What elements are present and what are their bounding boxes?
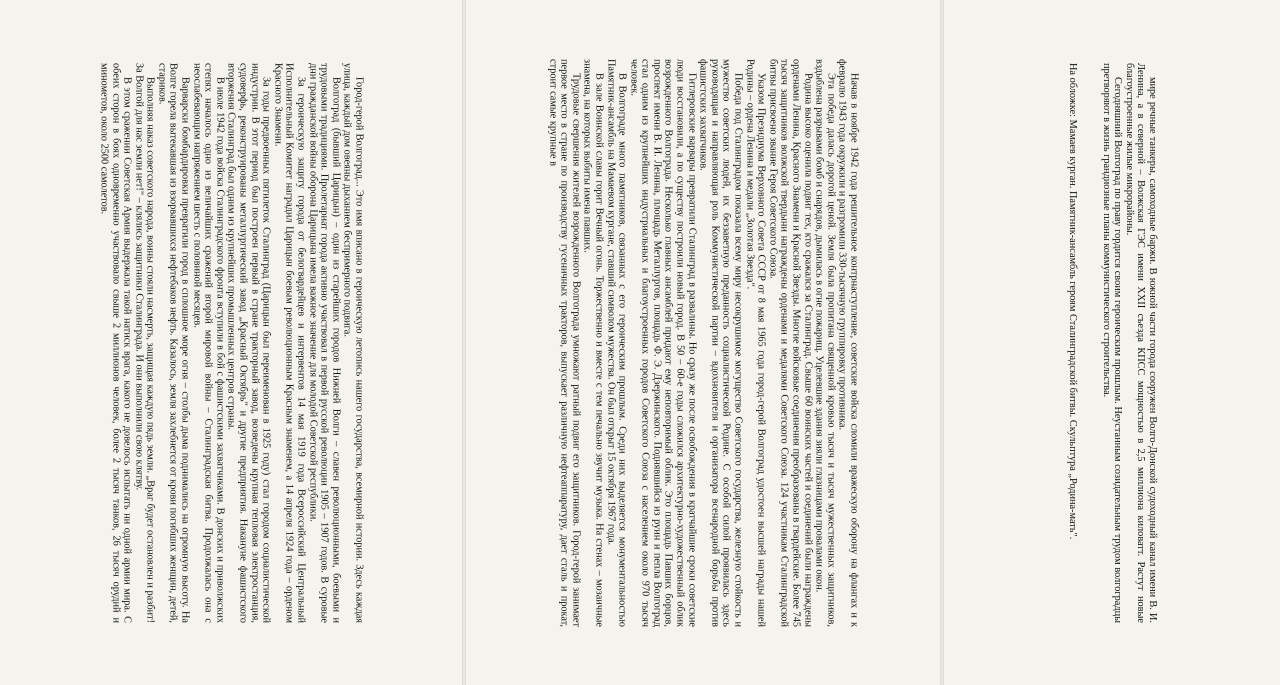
paragraph: Выполняя наказ советского народа, воины стояли насмерть, защищая каждую пядь земли. „Враг будет остановлен и разбит! За Волгой для нас земли нет!" – клялись защитники Сталинграда. И они выполнили свою клятву. (133, 62, 156, 623)
spacer (1078, 63, 1100, 623)
paragraph: Гитлеровские варвары превратили Сталинград в развалины. Но сразу же после освобождения в кратчайшие сроки советские люди восстановили, а по существу построили новый город. В 50 – 60-е годы сложился архитектурно-художественный облик возрожденного Волгограда. Несколько главных ансамблей придают ему неповторимый облик. Это площадь Павших борцов, проспект имени В. И. Ленина, площадь Металлургов, площадь Ф. Э. Дзержинского. Поднявшийся из руин и пепла Волгоград стал одним из крупнейших индустриальных и благоустроенных городов Советского Союза с населением около 970 тысяч человек. (628, 58, 698, 627)
cover-caption (1066, 63, 1078, 623)
text-block-left (98, 63, 365, 623)
cover-caption-text: На обложке: Мамаев курган. Памятник-ансамбль героям Сталинградской битвы. Скульптура „Родина-мать". (1066, 62, 1078, 539)
paragraph: Волгоград (бывший Царицын) – один из старейших городов Нижней Волги – славен революционными, боевыми и трудовыми традициями. Пролетариат города активно участвовал в первой русской революции 1905 – 1907 годов. В суровые дни гражданской войны оборона Царицына имела важное значение для молодой Советской республики. (306, 62, 342, 623)
paragraph: Трудовые свершения жителей возрожденного Волгограда умножают ратный подвиг его защитников. Город-герой занимает первое место в стране по производству гусеничных тракторов, выпускает различную нефтеаппаратуру, дает сталь и прокат, строит самые крупные в (547, 58, 582, 627)
text-panel-left (0, 0, 462, 685)
paragraph: Эта победа далась дорогой ценой. Земля была пропитана священной кровью тысяч и тысяч мужественных защитников, вздыблена разрывами бомб и снарядов, дымилась в огне пожарищ. Уцелевшие здания зияли глазницами провалами окон. (813, 58, 837, 627)
paragraph: За героическую защиту города от белогвардейцев и интервентов 14 мая 1919 года Всероссийский Центральный Исполнительный Комитет наградил Царицын боевым революционным Красным знаменем, а 14 апреля 1924 года – орденом Красного Знамени. (272, 62, 307, 623)
paragraph: В Волгограде много памятников, связанных с его героическим прошлым. Среди них выделяется монументальностью Памятник-ансамбль на Мамаевом кургане, ставший символом мужества. Он был открыт 15 октября 1967 года. (605, 58, 628, 627)
paragraph: Родина высоко оценила подвиг тех, кто сражался за Сталинград. Свыше 60 воинских частей и соединений были награждены орденами Ленина, Красного Знамени и Красной Звезды. Многие войсковые соединения преобразованы в гвардейские. Более 745 тысяч защитников волжской твердыни награждены орденами и медалями Советского Союза. 124 участникам Сталинградской битвы присвоено звание Героя Советского Союза. (767, 58, 814, 627)
paragraph: Сегодняшний Волгоград по праву гордится своим героическим прошлым. Неустанным созидательным трудом волгоградцы претворяют в жизнь грандиозные планы коммунистического строительства. (1100, 62, 1123, 623)
paragraph: Победа под Сталинградом показала всему миру несокрушимое могущество Советского государства, железную стойкость и мужество советских людей, их беззаветную преданность социалистической Родине. С особой силой проявилась здесь руководящая и направляющая роль Коммунистической партии – вдохновителя и организатора всенародной борьбы против фашистских захватчиков. (697, 58, 744, 627)
text-panel-right (944, 0, 1280, 685)
paragraph: Варварски бомбардировки превратили город в сплошное море огня – столбы дыма поднимались на огромную высоту. На Волге горела вытекавшая из взорвавшихся нефтебаков нефть. Казалось, земля захлебнется от крови погибших женщин, детей, стариков. (156, 62, 191, 623)
text-panel-middle (466, 0, 940, 685)
text-block-right (1066, 63, 1158, 623)
paragraph: В этом сражении Советская Армия выдержала такой натиск врага, какого не довелось испытать ни одной армии мира. С обеих сторон в боях одновременно участвовало свыше 2 миллионов человек, более 2 тысяч танков, 26 тысяч орудий и минометов, около 2500 самолетов. (98, 62, 133, 623)
paragraph: мире речные танкеры, самоходные баржи. В южной части города сооружен Волго-Донской судоходный канал имени В. И. Ленина, а в северной – Волжская ГЭС имени XXII съезда КПСС мощностью в 2,5 миллиона киловатт. Растут новые благоустроенные жилые микрорайоны. (1123, 62, 1158, 623)
paragraph: Указом Президиума Верховного Совета СССР от 8 мая 1965 года город-герой Волгоград удостоен высшей награды нашей Родины – ордена Ленина и медали „Золотая Звезда". (744, 58, 767, 627)
paragraph: Город-герой Волгоград... Это имя вписано в героическую летопись нашего государства, всемирной истории. Здесь каждая улица, каждый дом овеяны дыханием беспримерного подвига. (341, 62, 365, 623)
paragraph: В июле 1942 года войска Сталинградского фронта вступили в бой с фашистскими захватчиками. В донских и приволжских степях началось одно из величайших сражений второй мировой войны – Сталинградская битва. Продолжалась она с неослабевающим напряжением шесть с половиной месяцев. (191, 62, 226, 623)
paragraph: В зале Воинской славы горит Вечный огонь. Торжественно и вместе с тем печально звучит музыка. На стенах – мозаичные знамена, на которых выбиты имена павших. (581, 58, 605, 627)
paragraph: За годы предвоенных пятилеток Сталинград (Царицын был переименован в 1925 году) стал городом социалистической индустрии. В этот период был построен первый в стране тракторный завод, возведены крупная тепловая электростанция, судоверфь, реконструированы металлургический завод „Красный Октябрь" и другие предприятия. Накануне фашистского вторжения Сталинград был одним из крупнейших промышленных центров страны. (225, 62, 272, 623)
text-block-middle (546, 59, 859, 627)
paragraph: Начав в ноябре 1942 года решительное контрнаступление, советские войска сломили вражескую оборону на флангах и к февралю 1943 года окружили и разгромили 330-тысячную группировку противника. (836, 58, 860, 627)
